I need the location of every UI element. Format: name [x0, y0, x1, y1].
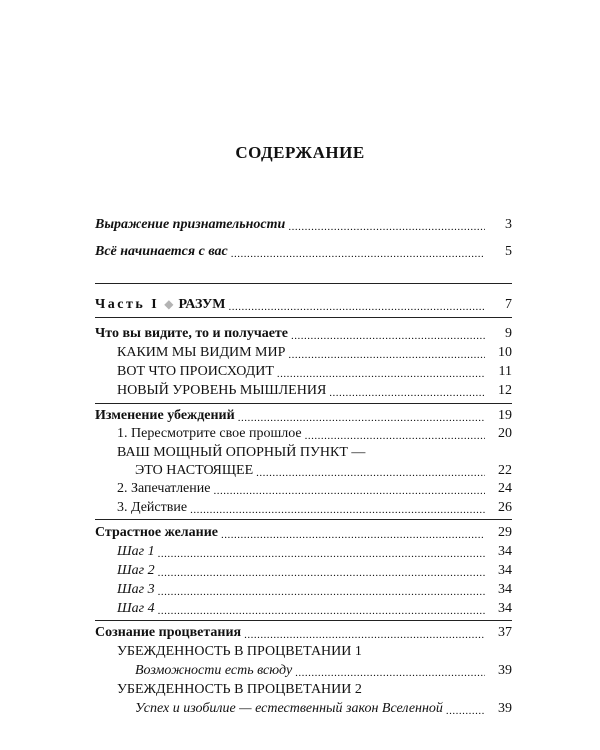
- toc-page-number: 39: [498, 701, 512, 716]
- toc-page-number: 9: [505, 326, 512, 341]
- dot-leader: [231, 248, 485, 260]
- toc-subentry: [95, 379, 512, 399]
- toc-subentry: [95, 540, 512, 560]
- dot-leader: [229, 301, 485, 313]
- part-name: РАЗУМ: [178, 297, 226, 312]
- toc-subentry: [95, 678, 512, 698]
- toc-subentry: [95, 459, 512, 479]
- toc-page-number: 24: [498, 481, 512, 496]
- toc-entry-label: Шаг 3: [117, 582, 155, 597]
- toc-subentry: [95, 441, 512, 461]
- toc-entry-label: Шаг 4: [117, 601, 155, 616]
- toc-subentry: [95, 496, 512, 516]
- diamond-ornament-icon: ◆: [164, 297, 174, 311]
- toc-entry-label: Сознание процветания: [95, 625, 242, 640]
- toc-subentry: [95, 697, 512, 717]
- toc-part-entry: [95, 293, 512, 313]
- toc-subentry: [95, 597, 512, 617]
- toc-entry-label: 3. Действие: [117, 500, 188, 515]
- toc-page-number: 10: [498, 345, 512, 360]
- toc-subentry: [95, 640, 512, 660]
- toc-entry-label: ВОТ ЧТО ПРОИСХОДИТ: [117, 364, 274, 379]
- toc-subentry: [95, 578, 512, 598]
- toc-page-number: 5: [505, 244, 512, 259]
- toc-entry-label: УБЕЖДЕННОСТЬ В ПРОЦВЕТАНИИ 1: [117, 644, 362, 659]
- toc-subentry: [95, 422, 512, 442]
- toc-entry-label: НОВЫЙ УРОВЕНЬ МЫШЛЕНИЯ: [117, 383, 327, 398]
- toc-entry-label: Всё начинается с вас: [95, 244, 228, 259]
- toc-entry-label: Выражение признательности: [95, 217, 286, 232]
- toc-chapter-entry: [95, 404, 512, 424]
- toc-page-number: 22: [498, 463, 512, 478]
- toc-chapter-entry: [95, 621, 512, 641]
- toc-chapter-entry: [95, 521, 512, 541]
- toc-subentry: [95, 477, 512, 497]
- toc-entry-label: Успех и изобилие — естественный закон Вселенной: [135, 701, 443, 716]
- toc-entry: [95, 240, 512, 260]
- section-divider: [95, 283, 512, 284]
- part-heading: [95, 296, 226, 313]
- toc-entry-label: 2. Запечатление: [117, 481, 211, 496]
- toc-page-number: 3: [505, 217, 512, 232]
- toc-page-number: 26: [498, 500, 512, 515]
- dot-leader: [158, 605, 485, 617]
- toc-entry-label: Страстное желание: [95, 525, 219, 540]
- toc-entry-label: Что вы видите, то и получаете: [95, 326, 289, 341]
- toc-page-number: 34: [498, 601, 512, 616]
- dot-leader: [446, 705, 485, 717]
- toc-page-number: 11: [498, 364, 512, 379]
- part-number: Часть I: [95, 297, 160, 312]
- toc-page-number: 12: [498, 383, 512, 398]
- toc-entry-label: Шаг 2: [117, 563, 155, 578]
- toc-chapter-entry: [95, 322, 512, 342]
- toc-page-number: 19: [498, 408, 512, 423]
- toc-page-number: 37: [498, 625, 512, 640]
- toc-subentry: [95, 341, 512, 361]
- toc-subentry: [95, 659, 512, 679]
- toc-page-number: 29: [498, 525, 512, 540]
- dot-leader: [329, 387, 485, 399]
- toc-page-number: 20: [498, 426, 512, 441]
- toc-entry-label: УБЕЖДЕННОСТЬ В ПРОЦВЕТАНИИ 2: [117, 682, 362, 697]
- dot-leader: [190, 504, 485, 516]
- toc-entry-label: Шаг 1: [117, 544, 155, 559]
- toc-entry-label: Изменение убеждений: [95, 408, 235, 423]
- toc-page-number: 39: [498, 663, 512, 678]
- toc-entry-label: ЭТО НАСТОЯЩЕЕ: [135, 463, 254, 478]
- dot-leader: [288, 221, 485, 233]
- toc-page-number: 34: [498, 582, 512, 597]
- toc-entry-label: КАКИМ МЫ ВИДИМ МИР: [117, 345, 286, 360]
- toc-page-number: 34: [498, 563, 512, 578]
- toc-entry: [95, 213, 512, 233]
- toc-entry-label: Возможности есть всюду: [135, 663, 293, 678]
- toc-page-number: 34: [498, 544, 512, 559]
- toc-subentry: [95, 360, 512, 380]
- section-divider: [95, 317, 512, 318]
- toc-entry-label: ВАШ МОЩНЫЙ ОПОРНЫЙ ПУНКТ —: [117, 445, 366, 460]
- page-title: СОДЕРЖАНИЕ: [235, 143, 365, 162]
- toc-subentry: [95, 559, 512, 579]
- toc-page-number: 7: [505, 297, 512, 312]
- toc-entry-label: 1. Пересмотрите свое прошлое: [117, 426, 302, 441]
- section-divider: [95, 519, 512, 520]
